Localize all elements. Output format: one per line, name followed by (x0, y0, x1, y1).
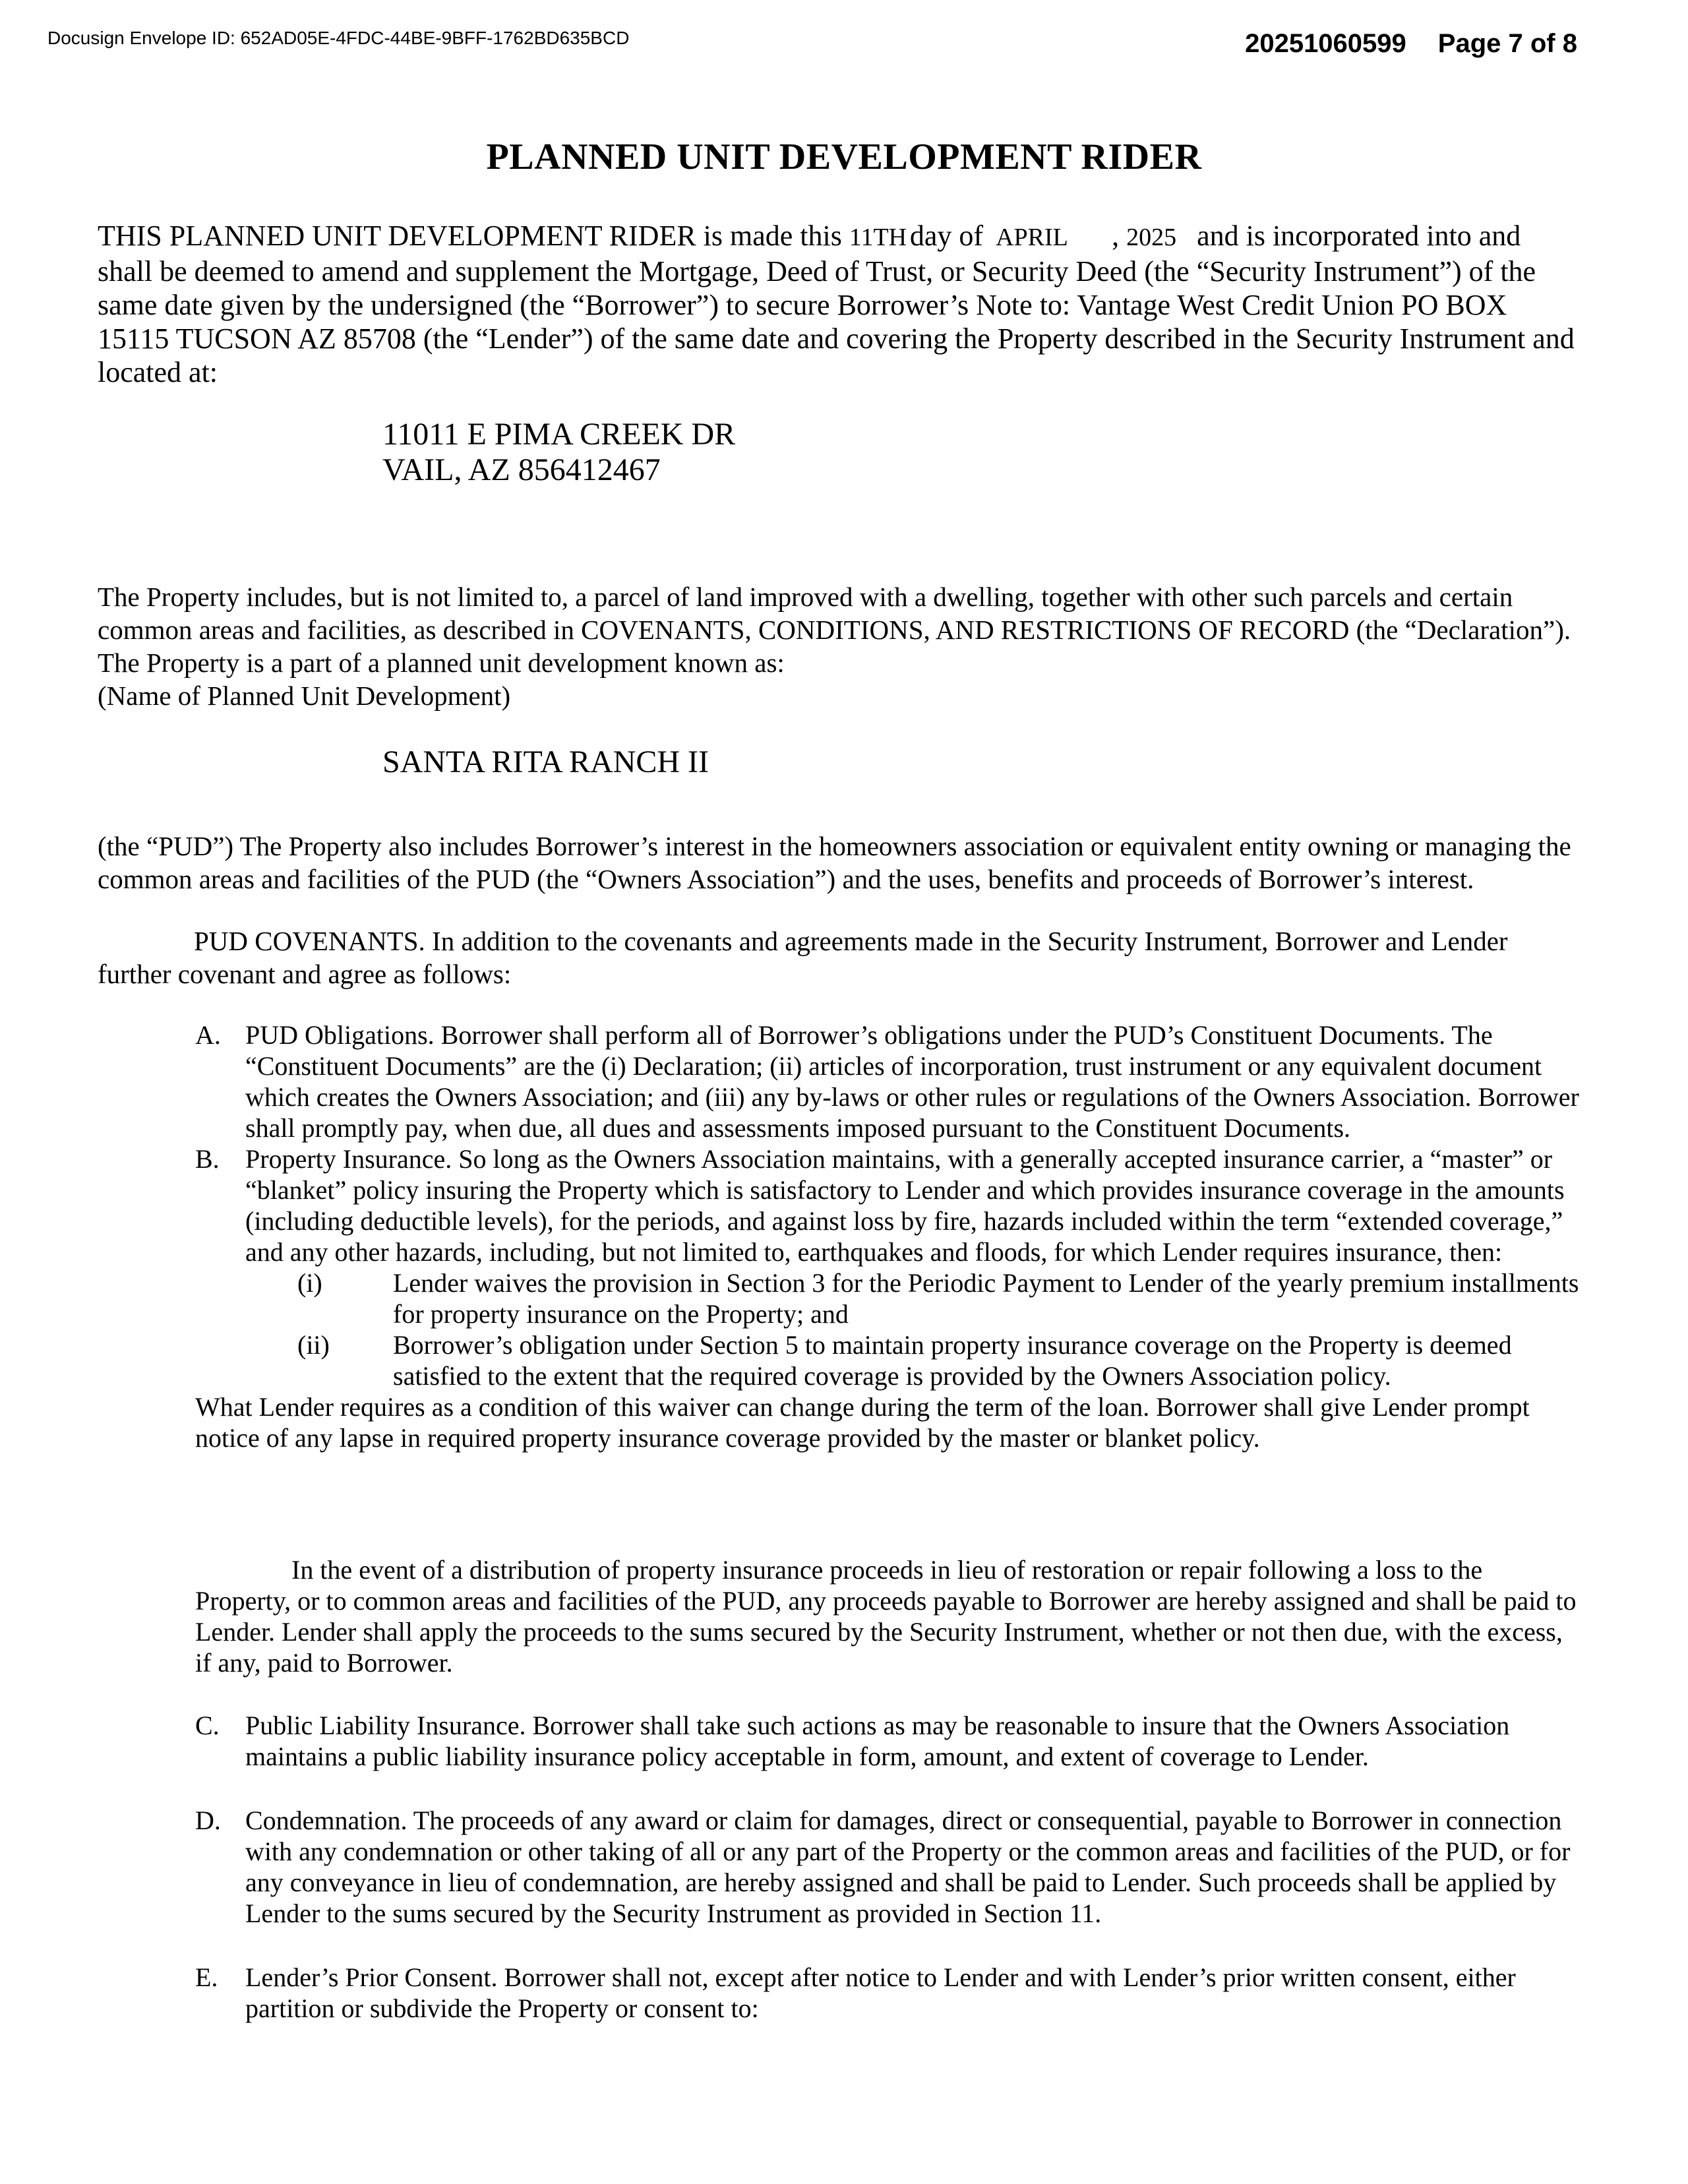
covenant-b (195, 1143, 1582, 1267)
page-header-right (1213, 29, 1577, 59)
waiver-paragraph: What Lender requires as a condition of this waiver can change during the term of the loan. Borrower shall give Lender prompt notice of any lapse in required property insurance coverage provided by the master or blanket policy. (195, 1392, 1530, 1453)
covenants-paragraph (98, 925, 1581, 990)
covenant-d-block (195, 1805, 1582, 1929)
covenant-letter: B. (195, 1144, 220, 1174)
intro-text-2: day of (909, 220, 984, 252)
property-address (382, 417, 735, 488)
covenant-b-ii (195, 1329, 1582, 1391)
covenant-text: Lender’s Prior Consent. Borrower shall not, except after notice to Lender and with Lender’s prior written consent, either partition or subdivide the Property or consent to: (245, 1962, 1516, 2023)
covenant-letter: A. (195, 1020, 221, 1050)
covenant-text: Property Insurance. So long as the Owners Association maintains, with a generally accepted insurance carrier, a “master” or “blanket” policy insuring the Property which is satisfactory to Lender and which provides insurance coverage in the amounts (including deductible levels), for the periods, and against loss by fire, hazards included within the term “extended coverage,” and any other hazards, including, but not limited to, earthquakes and floods, for which Lender requires insurance, then: (245, 1144, 1565, 1267)
month-field: APRIL (996, 224, 1068, 251)
page-number: Page 7 of 8 (1437, 29, 1577, 58)
covenant-text: Public Liability Insurance. Borrower shall take such actions as may be reasonable to insure that the Owners Association maintains a public liability insurance policy acceptable in form, amount, and extent of coverage to Lender. (245, 1711, 1510, 1771)
envelope-id: Docusign Envelope ID: 652AD05E-4FDC-44BE-9BFF-1762BD635BCD (47, 28, 630, 48)
address-line-1: 11011 E PIMA CREEK DR (382, 417, 736, 452)
subitem-number: (ii) (297, 1330, 330, 1360)
covenant-a (195, 1019, 1582, 1143)
pud-name-label: (Name of Planned Unit Development) (98, 681, 511, 711)
insurance-proceeds-paragraph: In the event of a distribution of property insurance proceeds in lieu of restoration or repair following a loss to the Property, or to common areas and facilities of the PUD, any proceeds payable to Borrower are hereby assigned and shall be paid to Lender. Lender shall apply the proceeds to the sums secured by the Security Instrument, whether or not then due, with the excess, if any, paid to Borrower. (195, 1555, 1577, 1678)
subitem-text: Borrower’s obligation under Section 5 to maintain property insurance coverage on the Property is deemed satisfied to the extent that the required coverage is provided by the Owners Association policy. (393, 1330, 1512, 1391)
covenant-c-block (195, 1710, 1582, 1772)
covenant-c (195, 1710, 1582, 1772)
document-number: 20251060599 (1245, 29, 1406, 58)
covenant-letter: C. (195, 1711, 220, 1740)
covenant-e-block (195, 1962, 1582, 2024)
covenant-b-i (195, 1267, 1582, 1329)
covenant-list-top (195, 1019, 1582, 1453)
pud-paragraph (98, 830, 1581, 895)
intro-paragraph (98, 219, 1581, 389)
intro-text-3: , (1112, 220, 1120, 252)
subitem-text: Lender waives the provision in Section 3 for the Periodic Payment to Lender of the yearly premium installments for property insurance on the Property; and (393, 1268, 1579, 1329)
covenant-d (195, 1805, 1582, 1929)
day-field: 11TH (849, 224, 907, 251)
covenant-text: Condemnation. The proceeds of any award or claim for damages, direct or consequential, payable to Borrower in connection with any condemnation or other taking of all or any part of the Property or the common areas and facilities of the PUD, or for any conveyance in lieu of condemnation, are hereby assigned and shall be paid to Lender. Such proceeds shall be applied by Lender to the sums secured by the Security Instrument as provided in Section 11. (245, 1805, 1571, 1928)
pud-name: SANTA RITA RANCH II (382, 744, 709, 779)
pud-paragraph-text: (the “PUD”) The Property also includes Borrower’s interest in the homeowners association or equivalent entity owning or managing the common areas and facilities of the PUD (the “Owners Association”) and the uses, benefits and proceeds of Borrower’s interest. (98, 831, 1571, 894)
insurance-proceeds-block (195, 1554, 1582, 1678)
page-title: PLANNED UNIT DEVELOPMENT RIDER (486, 136, 1202, 177)
covenant-letter: E. (195, 1962, 218, 1992)
intro-text-1: THIS PLANNED UNIT DEVELOPMENT RIDER is made this (98, 220, 842, 252)
subitem-number: (i) (297, 1268, 322, 1298)
covenants-text: PUD COVENANTS. In addition to the covenants and agreements made in the Security Instrument, Borrower and Lender further covenant and agree as follows: (98, 926, 1508, 989)
intro-text-4: and is incorporated into and shall be deemed to amend and supplement the Mortgage, Deed of Trust, or Security Deed (the “Security Instrument”) of the same date given by the undersigned (the “Borrower”) to secure Borrower’s Note to: Vantage West Credit Union PO BOX 15115 TUCSON AZ 85708 (the “Lender”) of the same date and covering the Property described in the Security Instrument and located at: (98, 220, 1575, 388)
covenant-e (195, 1962, 1582, 2024)
covenant-text: PUD Obligations. Borrower shall perform all of Borrower’s obligations under the PUD’s Constituent Documents. The “Constituent Documents” are the (i) Declaration; (ii) articles of incorporation, trust instrument or any equivalent document which creates the Owners Association; and (iii) any by-laws or other rules or regulations of the Owners Association. Borrower shall promptly pay, when due, all dues and assessments imposed pursuant to the Constituent Documents. (245, 1020, 1579, 1143)
covenant-letter: D. (195, 1805, 221, 1835)
year-field: 2025 (1126, 224, 1177, 251)
property-paragraph (98, 580, 1581, 712)
property-description: The Property includes, but is not limited to, a parcel of land improved with a dwelling, together with other such parcels and certain common areas and facilities, as described in COVENANTS, CONDITIONS, AND RESTRICTIONS OF RECORD (the “Declaration”). The Property is a part of a planned unit development known as: (98, 582, 1571, 678)
address-line-2: VAIL, AZ 856412467 (382, 452, 661, 487)
